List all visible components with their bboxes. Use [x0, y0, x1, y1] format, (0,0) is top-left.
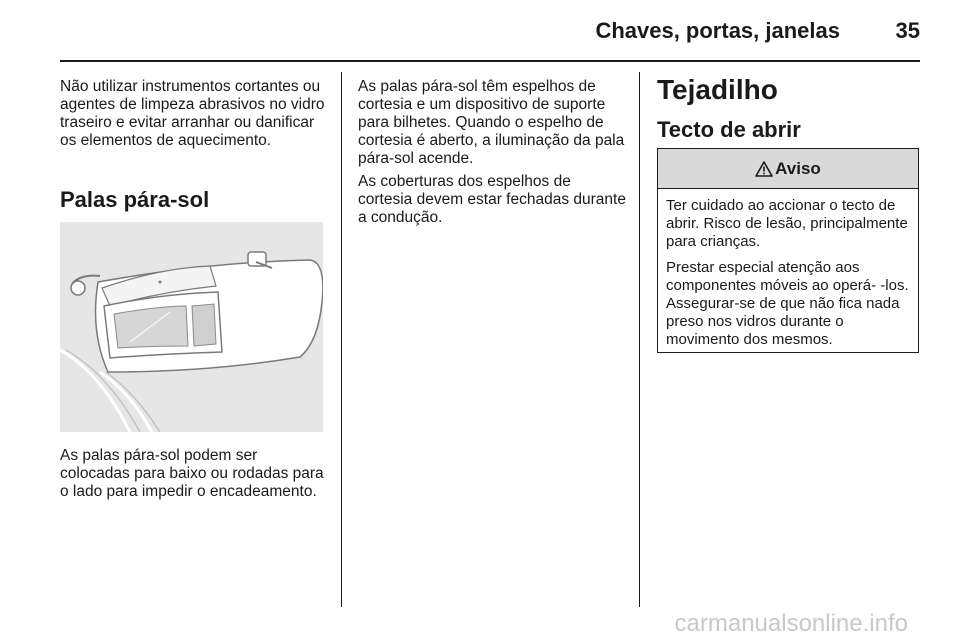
section-heading-sun-visors: Palas pára-sol	[60, 187, 210, 212]
sun-visor-illustration	[60, 222, 323, 432]
section-heading-roof: Tejadilho	[657, 74, 778, 105]
warning-triangle-icon	[755, 161, 773, 177]
subsection-heading-sunroof: Tecto de abrir	[657, 117, 801, 142]
warning-header	[658, 149, 918, 189]
warning-box	[657, 148, 919, 353]
page-number: 35	[895, 18, 920, 43]
paragraph-sun-visors: As palas pára-sol podem ser colocadas para baixo ou rodadas para o lado para impedir o encadeamento.	[60, 447, 324, 500]
warning-title: Aviso	[775, 158, 821, 178]
sun-visor-drawing	[60, 222, 323, 432]
column-divider-2	[639, 72, 640, 607]
warning-paragraph-attention: Prestar especial atenção aos componentes móveis ao operá- -los. Assegurar-se de que não fica nada preso nos vidros durante o movimento dos mesmos.	[666, 259, 909, 348]
paragraph-cleaning: Não utilizar instrumentos cortantes ou agentes de limpeza abrasivos no vidro traseiro e evitar arranhar ou danificar os elementos de aquecimento.	[60, 78, 325, 149]
column-divider-1	[341, 72, 342, 607]
warning-body	[658, 189, 918, 349]
paragraph-mirror-covers: As coberturas dos espelhos de cortesia devem estar fechadas durante a condução.	[358, 173, 626, 226]
paragraph-vanity-mirrors: As palas pára-sol têm espelhos de cortesia e um dispositivo de suporte para bilhetes. Quando o espelho de cortesia é aberto, a iluminação da pala pára-sol acende.	[358, 78, 625, 167]
watermark: carmanualsonline.info	[674, 610, 908, 637]
header-title: Chaves, portas, janelas	[595, 18, 840, 43]
header-divider	[60, 60, 920, 62]
warning-paragraph-risk: Ter cuidado ao accionar o tecto de abrir. Risco de lesão, principalmente para crianças.	[666, 197, 908, 250]
